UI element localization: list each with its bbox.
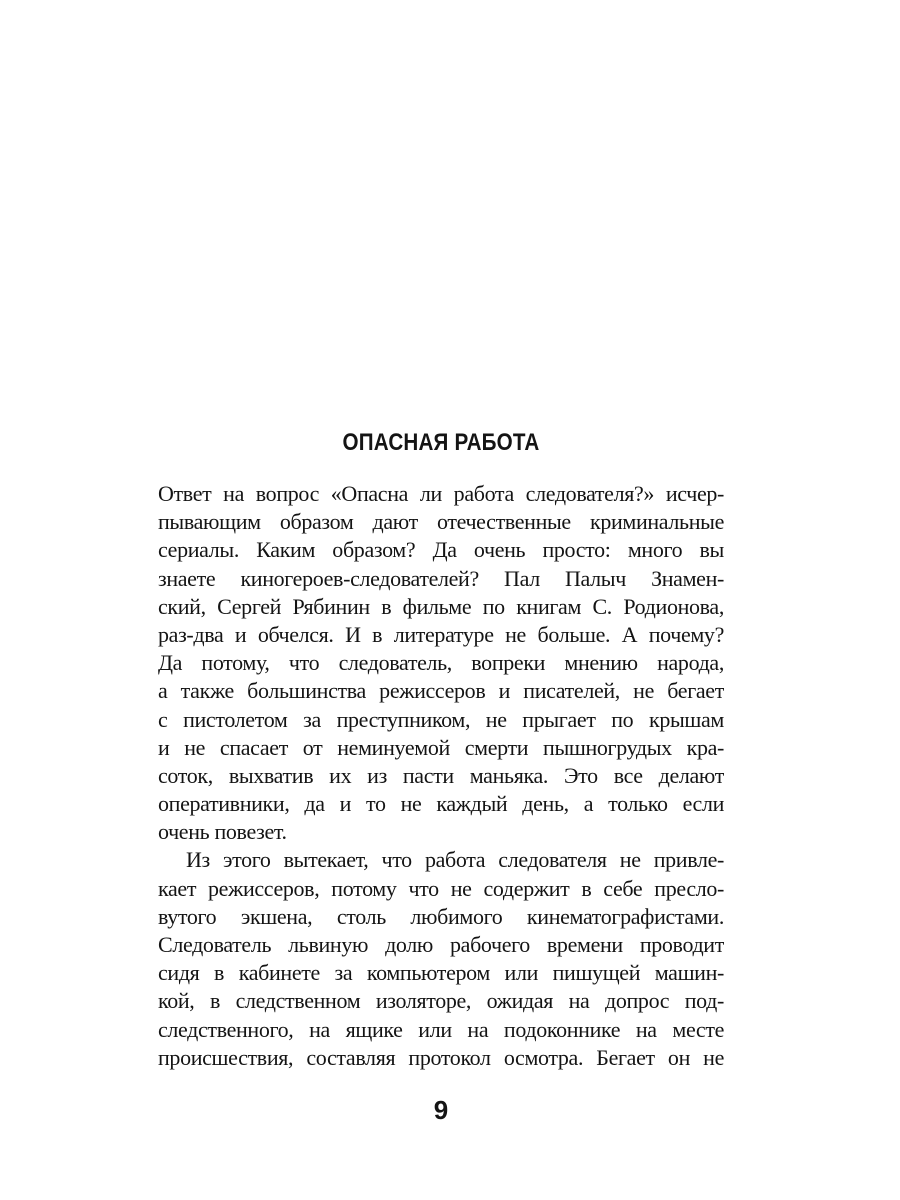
- chapter-title: ОПАСНАЯ РАБОТА: [342, 429, 540, 456]
- text-line: знаете киногероев-следователей? Пал Палыч Знамен-: [158, 565, 724, 591]
- text-line: кой, в следственном изоляторе, ожидая на допрос под-: [158, 988, 724, 1014]
- text-line: оперативники, да и то не каждый день, а только если: [158, 791, 724, 817]
- text-line: с пистолетом за преступником, не прыгает по крышам: [158, 706, 724, 732]
- text-line: кает режиссеров, потому что не содержит в себе пресло-: [158, 875, 724, 901]
- text-line: следственного, на ящике или на подоконнике на месте: [158, 1016, 724, 1042]
- text-line: Да потому, что следователь, вопреки мнению народа,: [158, 650, 724, 676]
- text-line: очень повезет.: [158, 819, 287, 845]
- text-line: происшествия, составляя протокол осмотра. Бегает он не: [158, 1044, 724, 1070]
- text-line: сидя в кабинете за компьютером или пишущей машин-: [158, 960, 724, 986]
- text-line: соток, выхватив их из пасти маньяка. Это все делают: [158, 762, 724, 788]
- body-text: [158, 480, 724, 1072]
- text-line: а также большинства режиссеров и писателей, не бегает: [158, 678, 724, 704]
- text-line: вутого экшена, столь любимого кинематографистами.: [158, 903, 724, 929]
- text-line: Следователь львиную долю рабочего времени проводит: [158, 932, 724, 957]
- text-line: Из этого вытекает, что работа следователя не привле-: [186, 847, 724, 873]
- page-number: 9: [433, 1095, 449, 1125]
- text-line: сериалы. Каким образом? Да очень просто: много вы: [158, 537, 724, 563]
- text-line: раз-два и обчелся. И в литературе не больше. А почему?: [158, 621, 724, 647]
- text-line: пывающим образом дают отечественные криминальные: [158, 509, 724, 535]
- text-line: и не спасает от неминуемой смерти пышногрудых кра-: [158, 734, 724, 760]
- text-line: ский, Сергей Рябинин в фильме по книгам С. Родионова,: [158, 593, 724, 619]
- text-line: Ответ на вопрос «Опасна ли работа следователя?» исчер-: [158, 481, 724, 506]
